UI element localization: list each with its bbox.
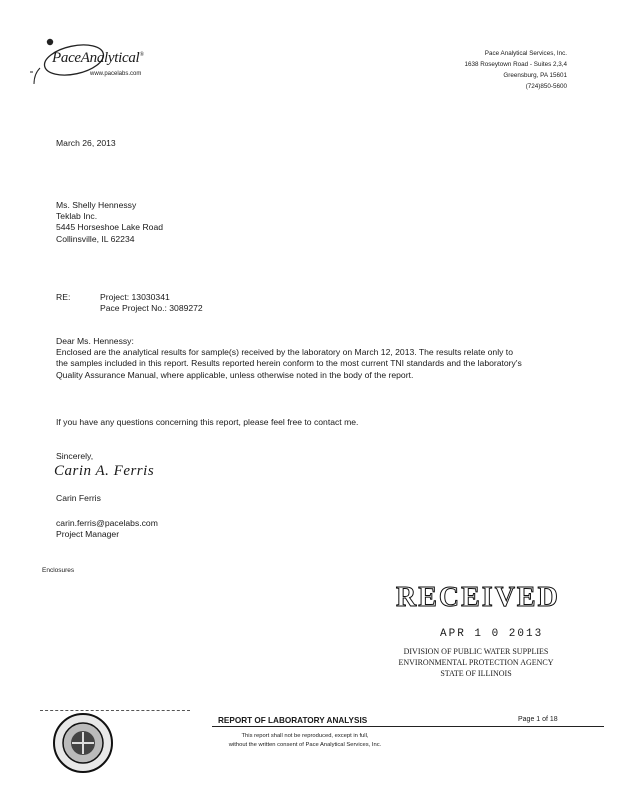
stamp-line: DIVISION OF PUBLIC WATER SUPPLIES [403,647,549,656]
footer-rule [212,726,604,727]
stamp-agency [396,646,556,679]
company-address [464,48,567,92]
brand-name: PaceAnalytical® [52,50,144,66]
signer-name: Carin Ferris [56,493,101,503]
recipient-city: Collinsville, IL 62234 [56,233,135,244]
stamp-line: ENVIRONMENTAL PROTECTION AGENCY [398,658,554,667]
letter-body [56,336,526,381]
enclosures-label: Enclosures [42,567,75,574]
company-line: Greensburg, PA 15601 [503,72,567,79]
accreditation-seal-icon [52,712,114,774]
signer-contact [56,518,158,540]
recipient-street: 5445 Horseshoe Lake Road [56,222,164,233]
brand-website: www.pacelabs.com [90,71,142,77]
footer-disclaimer [200,732,410,750]
signer-title: Project Manager [56,529,120,540]
company-line: 1638 Roseytown Road - Suites 2,3,4 [464,61,567,68]
recipient-address [56,200,163,245]
signature: Carin A. Ferris [54,463,155,479]
stamp-line: STATE OF ILLINOIS [440,669,512,678]
report-title: REPORT OF LABORATORY ANALYSIS [218,716,368,725]
recipient-name: Ms. Shelly Hennessy [56,200,137,210]
re-lines [100,292,203,314]
letter-paragraph: Enclosed are the analytical results for sample(s) received by the laboratory on March 12, 2013. The results relate only to the samples included in this report. Results reported herein conform to the most current TNI standards and the laboratory's Quality Assurance Manual, where applicable, unless otherwise noted in the body of the report. [56,347,522,380]
salutation: Dear Ms. Hennessy: [56,336,134,346]
re-label: RE: [56,292,71,302]
closing: Sincerely, [56,451,94,461]
company-line: (724)850-5600 [525,83,567,90]
letter-date: March 26, 2013 [56,138,116,148]
project-number: Project: 13030341 [100,292,170,302]
disclaimer-line: without the written consent of Pace Analytical Services, Inc. [228,742,382,748]
received-date: APR 1 0 2013 [440,628,544,640]
questions-line: If you have any questions concerning this report, please feel free to contact me. [56,417,359,427]
disclaimer-line: This report shall not be reproduced, except in full, [241,733,369,739]
received-stamp: RECEIVED [396,582,560,613]
company-line: Pace Analytical Services, Inc. [484,50,567,57]
recipient-company: Teklab Inc. [56,211,98,222]
signer-email[interactable]: carin.ferris@pacelabs.com [56,518,158,528]
page-number: Page 1 of 18 [518,716,558,723]
pace-project-number: Pace Project No.: 3089272 [100,303,203,314]
